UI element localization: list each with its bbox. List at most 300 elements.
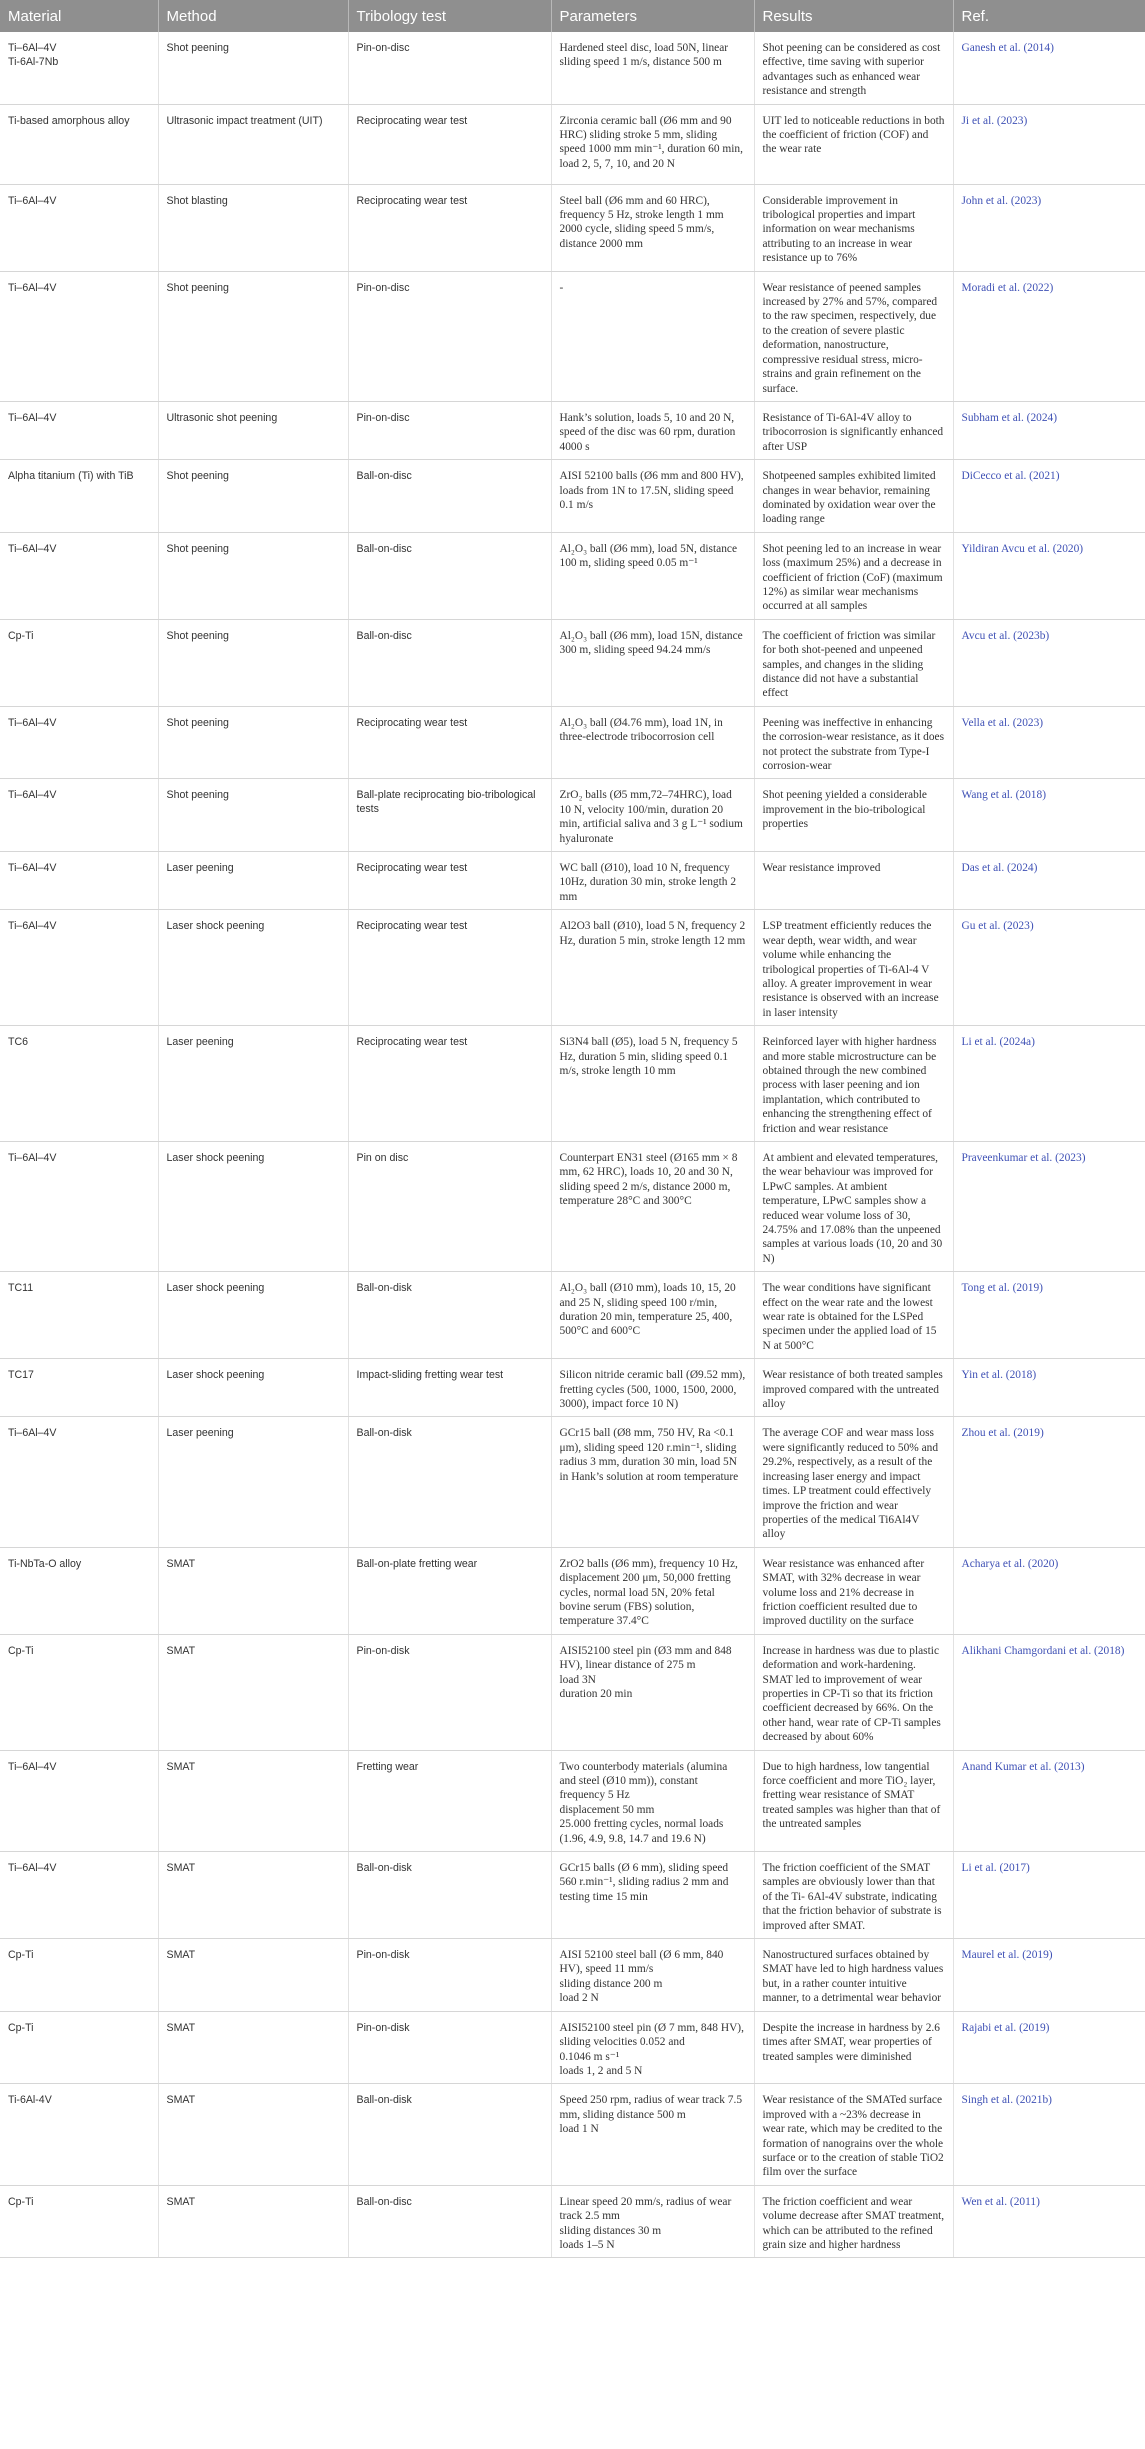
cell-ref-text[interactable]: John et al. (2023) — [961, 194, 1042, 207]
cell-ref-text[interactable]: Maurel et al. (2019) — [961, 1949, 1053, 1962]
header-row — [0, 0, 1145, 32]
cell-method — [158, 532, 348, 619]
cell-results-text: Due to high hardness, low tangential force coefficient and more TiO₂ layer, fretting wear resistance of SMAT treated samples was higher than that of the untreated samples — [762, 1760, 941, 1831]
cell-parameters-text: Speed 250 rpm, radius of wear track 7.5 mm, sliding distance 500 m load 1 N — [559, 2094, 743, 2136]
cell-method-text: Laser shock peening — [166, 1282, 265, 1295]
cell-method-text: SMAT — [166, 1644, 196, 1657]
cell-material-text: Ti-NbTa-O alloy — [8, 1557, 82, 1570]
cell-material — [0, 460, 158, 533]
cell-results — [754, 910, 953, 1026]
cell-method — [158, 1939, 348, 2012]
cell-parameters — [551, 910, 754, 1026]
cell-ref-text[interactable]: Moradi et al. (2022) — [961, 281, 1054, 294]
cell-material — [0, 779, 158, 852]
cell-method — [158, 1852, 348, 1939]
cell-method-text: Laser peening — [166, 1036, 234, 1049]
cell-material-text: Ti–6Al–4V — [8, 920, 57, 933]
cell-parameters — [551, 1939, 754, 2012]
cell-method-text: Laser shock peening — [166, 920, 265, 933]
cell-tribology-test — [348, 1750, 551, 1851]
table-row — [0, 706, 1145, 779]
cell-results-text: The coefficient of friction was similar for both shot-peened and unpeened samples, and changes in the sliding distance did not have a substantial effect — [762, 629, 936, 700]
cell-material — [0, 184, 158, 271]
cell-tribology-test-text: Reciprocating wear test — [356, 920, 468, 933]
table-row — [0, 2011, 1145, 2084]
cell-parameters — [551, 1750, 754, 1851]
cell-results — [754, 1141, 953, 1271]
cell-parameters — [551, 1852, 754, 1939]
cell-parameters — [551, 1417, 754, 1547]
cell-parameters-text: Al₂O₃ ball (Ø4.76 mm), load 1N, in three-electrode tribocorrosion cell — [559, 716, 723, 744]
cell-tribology-test — [348, 1852, 551, 1939]
cell-results — [754, 104, 953, 184]
cell-tribology-test-text: Impact-sliding fretting wear test — [356, 1369, 504, 1382]
cell-results-text: Shot peening can be considered as cost effective, time saving with superior advantages such as enhanced wear resistance and strength — [762, 42, 941, 98]
cell-results — [754, 619, 953, 706]
cell-results — [754, 401, 953, 459]
cell-ref-text[interactable]: Gu et al. (2023) — [961, 920, 1034, 933]
cell-method-text: Shot peening — [166, 42, 229, 54]
cell-parameters — [551, 184, 754, 271]
cell-parameters — [551, 1634, 754, 1750]
cell-results-text: Shotpeened samples exhibited limited changes in wear behavior, remaining dominated by oxidation wear over the loading range — [762, 470, 936, 526]
cell-method — [158, 2185, 348, 2258]
cell-method-text: Shot peening — [166, 542, 229, 555]
cell-tribology-test — [348, 619, 551, 706]
cell-material-text: Ti–6Al–4V — [8, 1151, 57, 1164]
cell-ref[interactable] — [953, 2011, 1145, 2084]
cell-parameters — [551, 271, 754, 401]
cell-parameters-text: Hardened steel disc, load 50N, linear sliding speed 1 m/s, distance 500 m — [559, 42, 729, 69]
cell-material-text: Cp-Ti — [8, 1949, 34, 1962]
cell-ref[interactable] — [953, 1272, 1145, 1359]
table-row — [0, 2185, 1145, 2258]
cell-method — [158, 1359, 348, 1417]
cell-tribology-test — [348, 1634, 551, 1750]
cell-tribology-test — [348, 779, 551, 852]
table-row — [0, 184, 1145, 271]
cell-tribology-test-text: Ball-on-disc — [356, 470, 412, 483]
cell-material — [0, 401, 158, 459]
cell-tribology-test — [348, 706, 551, 779]
cell-tribology-test — [348, 2011, 551, 2084]
cell-method-text: SMAT — [166, 2094, 196, 2107]
table-row — [0, 1141, 1145, 1271]
cell-method — [158, 779, 348, 852]
cell-material — [0, 2185, 158, 2258]
cell-material-text: Ti–6Al–4V — [8, 542, 57, 555]
cell-ref[interactable] — [953, 104, 1145, 184]
cell-ref[interactable] — [953, 1141, 1145, 1271]
cell-parameters — [551, 532, 754, 619]
cell-tribology-test-text: Ball-on-disc — [356, 629, 412, 642]
cell-results — [754, 1634, 953, 1750]
cell-method — [158, 1026, 348, 1142]
cell-parameters-text: Al₂O₃ ball (Ø10 mm), loads 10, 15, 20 and 25 N, sliding speed 100 r/min, duration 20 min, temperature 25, 400, 500°C and 600°C — [559, 1282, 736, 1338]
cell-tribology-test-text: Pin-on-disc — [356, 281, 410, 294]
cell-tribology-test — [348, 460, 551, 533]
cell-tribology-test-text: Reciprocating wear test — [356, 1036, 468, 1049]
cell-material-text: Ti-based amorphous alloy — [8, 114, 130, 127]
cell-ref-text[interactable]: Praveenkumar et al. (2023) — [961, 1151, 1086, 1164]
cell-ref[interactable] — [953, 271, 1145, 401]
cell-results-text: Shot peening yielded a considerable improvement in the bio-tribological properties — [762, 789, 927, 831]
cell-material-text: Ti-6Al-4V — [8, 2094, 52, 2107]
cell-ref-text[interactable]: Yildiran Avcu et al. (2020) — [961, 542, 1084, 555]
cell-method — [158, 401, 348, 459]
cell-results — [754, 1750, 953, 1851]
cell-method-text: SMAT — [166, 1949, 196, 1962]
cell-method-text: Shot peening — [166, 716, 229, 729]
cell-parameters — [551, 1359, 754, 1417]
cell-tribology-test-text: Reciprocating wear test — [356, 194, 468, 207]
cell-ref[interactable] — [953, 1939, 1145, 2012]
cell-tribology-test — [348, 104, 551, 184]
cell-results — [754, 1547, 953, 1634]
cell-tribology-test — [348, 32, 551, 104]
cell-method — [158, 1417, 348, 1547]
cell-method-text: SMAT — [166, 2021, 196, 2034]
cell-ref[interactable] — [953, 1026, 1145, 1142]
cell-parameters-text: Two counterbody materials (alumina and steel (Ø10 mm)), constant frequency 5 Hz displacement 50 mm 25.000 fretting cycles, normal loads (1.96, 4.9, 9.8, 14.7 and 19.6 N) — [559, 1760, 728, 1845]
cell-method — [158, 910, 348, 1026]
cell-material — [0, 1272, 158, 1359]
cell-tribology-test-text: Fretting wear — [356, 1760, 419, 1773]
cell-parameters — [551, 1026, 754, 1142]
cell-results-text: Wear resistance of peened samples increased by 27% and 57%, compared to the raw specimen, respectively, due to the creation of severe plastic deformation, nanostructure, compressive residual stress, micro-strains and grain refinement on the surface. — [762, 281, 938, 395]
cell-material-text: TC17 — [8, 1369, 34, 1382]
cell-ref[interactable] — [953, 2185, 1145, 2258]
cell-parameters-text: WC ball (Ø10), load 10 N, frequency 10Hz, duration 30 min, stroke length 2 mm — [559, 862, 737, 903]
cell-tribology-test — [348, 532, 551, 619]
cell-results — [754, 1417, 953, 1547]
cell-results-text: Reinforced layer with higher hardness and more stable microstructure can be obtained through the new combined process with laser peening and ion implantation, which contributed to enhancing the strengthening effect of friction and wear resistance — [762, 1036, 937, 1135]
cell-results — [754, 32, 953, 104]
cell-tribology-test — [348, 1272, 551, 1359]
table-row — [0, 401, 1145, 459]
cell-ref[interactable] — [953, 532, 1145, 619]
cell-tribology-test — [348, 910, 551, 1026]
cell-tribology-test-text: Ball-on-plate fretting wear — [356, 1557, 478, 1570]
cell-method-text: Shot peening — [166, 281, 229, 294]
cell-material-text: Ti–6Al–4V — [8, 862, 57, 875]
cell-method-text: SMAT — [166, 1862, 196, 1875]
cell-results — [754, 1026, 953, 1142]
cell-results — [754, 1939, 953, 2012]
cell-parameters-text: AISI52100 steel pin (Ø3 mm and 848 HV), linear distance of 275 m load 3N duration 20 min — [559, 1644, 732, 1700]
cell-parameters-text: GCr15 balls (Ø 6 mm), sliding speed 560 r.min⁻¹, sliding radius 2 mm and testing time 15 min — [559, 1862, 729, 1903]
cell-parameters — [551, 2185, 754, 2258]
cell-ref-text[interactable]: Wen et al. (2011) — [961, 2195, 1040, 2208]
cell-method — [158, 460, 348, 533]
cell-tribology-test-text: Reciprocating wear test — [356, 114, 468, 127]
header-results: Results — [754, 0, 953, 32]
table-row — [0, 1852, 1145, 1939]
cell-ref[interactable] — [953, 1634, 1145, 1750]
cell-ref-text[interactable]: Singh et al. (2021b) — [961, 2094, 1052, 2107]
cell-method — [158, 1750, 348, 1851]
cell-material-text: Ti–6Al–4V — [8, 1427, 57, 1440]
cell-results — [754, 779, 953, 852]
cell-parameters-text: Al₂O₃ ball (Ø6 mm), load 5N, distance 100 m, sliding speed 0.05 m⁻¹ — [559, 542, 738, 570]
cell-ref[interactable] — [953, 1359, 1145, 1417]
cell-results-text: Despite the increase in hardness by 2.6 times after SMAT, wear properties of treated samples were diminished — [762, 2021, 940, 2063]
cell-parameters-text: AISI52100 steel pin (Ø 7 mm, 848 HV), sliding velocities 0.052 and 0.1046 m s⁻¹ loads 1, 2 and 5 N — [559, 2021, 744, 2077]
cell-parameters-text: AISI 52100 balls (Ø6 mm and 800 HV), loads from 1N to 17.5N, sliding speed 0.1 m/s — [559, 470, 744, 511]
cell-ref-text[interactable]: Ji et al. (2023) — [961, 114, 1028, 127]
table-body — [0, 32, 1145, 2258]
cell-material-text: Ti–6Al–4V — [8, 1760, 57, 1773]
cell-material — [0, 852, 158, 910]
table-row — [0, 1026, 1145, 1142]
cell-results-text: The wear conditions have significant effect on the wear rate and the lowest wear rate is obtained for the LSPed specimen under the applied load of 15 N at 500°C — [762, 1282, 937, 1352]
cell-parameters-text: Zirconia ceramic ball (Ø6 mm and 90 HRC) sliding stroke 5 mm, sliding speed 1000 mm min⁻¹, duration 60 min, load 2, 5, 7, 10, and 20 N — [559, 114, 743, 170]
cell-ref-text[interactable]: Subham et al. (2024) — [961, 411, 1058, 424]
table-row — [0, 910, 1145, 1026]
table-row — [0, 1272, 1145, 1359]
cell-parameters — [551, 1272, 754, 1359]
cell-results — [754, 1272, 953, 1359]
table-row — [0, 1634, 1145, 1750]
cell-method — [158, 271, 348, 401]
cell-parameters — [551, 460, 754, 533]
cell-ref[interactable] — [953, 779, 1145, 852]
cell-parameters — [551, 32, 754, 104]
cell-material — [0, 1026, 158, 1142]
cell-material — [0, 532, 158, 619]
cell-material-text: Ti–6Al–4V — [8, 716, 57, 729]
cell-results-text: At ambient and elevated temperatures, the wear behaviour was improved for LPwC samples. At ambient temperature, LPwC samples show a reduced wear volume loss of 30, 24.75% and 17.08% than the unpeened samples at various loads (10, 20 and 30 N) — [762, 1151, 943, 1265]
cell-results — [754, 460, 953, 533]
cell-method-text: Laser peening — [166, 1427, 234, 1440]
cell-ref[interactable] — [953, 619, 1145, 706]
cell-material — [0, 910, 158, 1026]
cell-parameters — [551, 779, 754, 852]
cell-ref-text[interactable]: Li et al. (2024a) — [961, 1036, 1035, 1049]
cell-material-text: TC6 — [8, 1036, 29, 1049]
cell-tribology-test — [348, 1939, 551, 2012]
cell-tribology-test — [348, 271, 551, 401]
cell-results — [754, 2185, 953, 2258]
cell-results-text: The friction coefficient of the SMAT samples are obviously lower than that of the Ti- 6Al-4V substrate, indicating that the friction behavior of substrate is improved after SMAT. — [762, 1862, 942, 1932]
cell-method — [158, 619, 348, 706]
cell-ref[interactable] — [953, 1750, 1145, 1851]
cell-parameters-text: Silicon nitride ceramic ball (Ø9.52 mm), fretting cycles (500, 1000, 1500, 2000, 3000), impact force 10 N) — [559, 1369, 746, 1411]
cell-results-text: The average COF and wear mass loss were significantly reduced to 50% and 29.2%, respectively, as a result of the increasing laser energy and impact times. LP treatment could effectively improve the friction and wear properties of the medical Ti6Al4V alloy — [762, 1427, 939, 1541]
cell-ref-text[interactable]: Alikhani Chamgordani et al. (2018) — [961, 1644, 1125, 1657]
cell-material-text: Ti–6Al–4V — [8, 281, 57, 294]
cell-parameters-text: Al2O3 ball (Ø10), load 5 N, frequency 2 Hz, duration 5 min, stroke length 12 mm — [559, 920, 746, 947]
cell-method — [158, 706, 348, 779]
table-row — [0, 2084, 1145, 2185]
cell-results — [754, 852, 953, 910]
cell-method — [158, 104, 348, 184]
cell-tribology-test-text: Ball-on-disk — [356, 1427, 412, 1440]
cell-ref[interactable] — [953, 460, 1145, 533]
cell-ref-text[interactable]: Rajabi et al. (2019) — [961, 2021, 1050, 2034]
cell-material-text: Ti–6Al–4V — [8, 411, 57, 424]
table-row — [0, 1359, 1145, 1417]
cell-ref-text[interactable]: Yin et al. (2018) — [961, 1369, 1037, 1382]
table-row — [0, 619, 1145, 706]
cell-parameters — [551, 1547, 754, 1634]
cell-ref-text[interactable]: DiCecco et al. (2021) — [961, 470, 1060, 483]
cell-results-text: Wear resistance improved — [762, 862, 881, 875]
cell-ref-text[interactable]: Acharya et al. (2020) — [961, 1557, 1059, 1570]
cell-material-text: Ti–6Al–4V — [8, 194, 57, 207]
cell-parameters — [551, 706, 754, 779]
cell-ref[interactable] — [953, 401, 1145, 459]
cell-tribology-test-text: Pin-on-disc — [356, 42, 410, 54]
cell-results-text: UIT led to noticeable reductions in both the coefficient of friction (COF) and the wear rate — [762, 114, 945, 156]
cell-tribology-test-text: Pin-on-disc — [356, 411, 410, 424]
cell-parameters-text: ZrO2 balls (Ø6 mm), frequency 10 Hz, displacement 200 μm, 50,000 fretting cycles, normal load 5N, 20% fetal bovine serum (FBS) solution, temperature 37.4°C — [559, 1557, 738, 1628]
cell-method-text: SMAT — [166, 2195, 196, 2208]
cell-ref[interactable] — [953, 184, 1145, 271]
cell-method — [158, 1634, 348, 1750]
cell-material — [0, 1634, 158, 1750]
cell-parameters — [551, 2084, 754, 2185]
cell-results — [754, 184, 953, 271]
cell-ref-text[interactable]: Vella et al. (2023) — [961, 716, 1044, 729]
cell-ref[interactable] — [953, 1852, 1145, 1939]
cell-tribology-test-text: Pin-on-disk — [356, 1644, 410, 1657]
cell-tribology-test — [348, 1141, 551, 1271]
cell-parameters-text: GCr15 ball (Ø8 mm, 750 HV, Ra <0.1 μm), sliding speed 120 r.min⁻¹, sliding radius 3 mm, duration 30 min, load 5N in Hank’s solution at room temperature — [559, 1427, 739, 1483]
cell-results — [754, 532, 953, 619]
cell-method-text: Laser shock peening — [166, 1369, 265, 1382]
table-row — [0, 104, 1145, 184]
table-row — [0, 271, 1145, 401]
table-row — [0, 852, 1145, 910]
cell-results-text: Considerable improvement in tribological properties and impart information on wear mechanisms attributing to an increase in wear resistance up to 76% — [762, 194, 916, 265]
table-row — [0, 1939, 1145, 2012]
cell-material — [0, 2084, 158, 2185]
cell-material — [0, 271, 158, 401]
cell-parameters-text: Counterpart EN31 steel (Ø165 mm × 8 mm, 62 HRC), loads 10, 20 and 30 N, sliding speed 2 m/s, distance 2000 m, temperature 28°C and 300°C — [559, 1151, 738, 1208]
cell-tribology-test-text: Ball-on-disc — [356, 2195, 412, 2208]
cell-material-text: Cp-Ti — [8, 1644, 34, 1657]
table-row — [0, 1547, 1145, 1634]
cell-ref[interactable] — [953, 1547, 1145, 1634]
cell-results-text: Increase in hardness was due to plastic deformation and work-hardening. SMAT led to improvement of wear properties in CP-Ti so that its friction coefficient decreased by 66%. On the other hand, wear rate of CP-Ti samples decreased by about 60% — [762, 1644, 941, 1744]
cell-ref[interactable] — [953, 1417, 1145, 1547]
cell-ref-text[interactable]: Anand Kumar et al. (2013) — [961, 1760, 1085, 1773]
cell-tribology-test — [348, 1359, 551, 1417]
table-row — [0, 460, 1145, 533]
cell-tribology-test-text: Pin-on-disk — [356, 1949, 410, 1962]
cell-material — [0, 1852, 158, 1939]
cell-material — [0, 104, 158, 184]
cell-results-text: Wear resistance of both treated samples improved compared with the untreated alloy — [762, 1369, 943, 1411]
cell-parameters — [551, 2011, 754, 2084]
cell-material — [0, 619, 158, 706]
cell-material — [0, 1750, 158, 1851]
header-ref: Ref. — [953, 0, 1145, 32]
cell-parameters-text: ZrO₂ balls (Ø5 mm,72–74HRC), load 10 N, velocity 100/min, duration 20 min, artificial saliva and 3 g L⁻¹ sodium hyaluronate — [559, 789, 743, 845]
cell-material-text: Ti–6Al–4V — [8, 789, 57, 802]
cell-results-text: Wear resistance of the SMATed surface improved with a ~23% decrease in wear rate, which may be credited to the formation of nanograins over the whole surface or to the creation of stable TiO2 film over the surface — [762, 2094, 944, 2179]
cell-method-text: SMAT — [166, 1557, 196, 1570]
cell-tribology-test — [348, 401, 551, 459]
cell-parameters-text: Hank’s solution, loads 5, 10 and 20 N, speed of the disc was 60 rpm, duration 4000 s — [559, 411, 736, 453]
cell-ref-text[interactable]: Tong et al. (2019) — [961, 1282, 1043, 1295]
cell-ref-text[interactable]: Avcu et al. (2023b) — [961, 629, 1050, 642]
cell-tribology-test — [348, 1026, 551, 1142]
cell-ref-text[interactable]: Ganesh et al. (2014) — [961, 42, 1054, 54]
cell-results — [754, 271, 953, 401]
cell-material-text: Alpha titanium (Ti) with TiB — [8, 470, 134, 483]
cell-material-text: Ti–6Al–4V — [8, 1862, 57, 1875]
cell-tribology-test — [348, 1417, 551, 1547]
cell-results-text: Resistance of Ti-6Al-4V alloy to tribocorrosion is significantly enhanced after USP — [762, 411, 944, 453]
cell-parameters-text: Steel ball (Ø6 mm and 60 HRC), frequency 5 Hz, stroke length 1 mm 2000 cycle, sliding speed 5 mm/s, distance 2000 mm — [559, 194, 724, 250]
cell-results-text: Shot peening led to an increase in wear loss (maximum 25%) and a decrease in coefficient of friction (CoF) (maximum 12%) as similar wear mechanisms occurred at all samples — [762, 542, 943, 613]
table-row — [0, 1417, 1145, 1547]
table-row — [0, 779, 1145, 852]
header-tribology-test: Tribology test — [348, 0, 551, 32]
cell-ref[interactable] — [953, 910, 1145, 1026]
cell-tribology-test — [348, 1547, 551, 1634]
cell-ref-text[interactable]: Li et al. (2017) — [961, 1862, 1030, 1875]
cell-tribology-test-text: Pin on disc — [356, 1151, 409, 1164]
cell-method-text: Shot blasting — [166, 194, 228, 207]
cell-method-text: Laser shock peening — [166, 1151, 265, 1164]
cell-ref-text[interactable]: Wang et al. (2018) — [961, 789, 1046, 802]
cell-method-text: SMAT — [166, 1760, 196, 1773]
cell-tribology-test-text: Reciprocating wear test — [356, 716, 468, 729]
cell-ref-text[interactable]: Das et al. (2024) — [961, 862, 1038, 875]
cell-results-text: Nanostructured surfaces obtained by SMAT have led to high hardness values but, in a rather counter intuitive manner, to a detrimental wear behavior — [762, 1949, 944, 2005]
cell-tribology-test — [348, 184, 551, 271]
cell-ref[interactable] — [953, 852, 1145, 910]
cell-results-text: LSP treatment efficiently reduces the wear depth, wear width, and wear volume while enhancing the tribological properties of Ti-6Al-4 V alloy. A greater improvement in wear resistance is observed with an increase in laser intensity — [762, 920, 939, 1019]
cell-material-text: TC11 — [8, 1282, 34, 1295]
cell-method-text: Shot peening — [166, 470, 229, 483]
cell-tribology-test-text: Pin-on-disk — [356, 2021, 410, 2034]
cell-tribology-test-text: Ball-plate reciprocating bio-tribological tests — [356, 789, 536, 816]
cell-method — [158, 1272, 348, 1359]
cell-material — [0, 32, 158, 104]
header-material: Material — [0, 0, 158, 32]
cell-parameters — [551, 104, 754, 184]
cell-material-text: Cp-Ti — [8, 2195, 34, 2208]
cell-material — [0, 1547, 158, 1634]
cell-method — [158, 184, 348, 271]
cell-ref[interactable] — [953, 32, 1145, 104]
cell-method-text: Ultrasonic shot peening — [166, 411, 278, 424]
cell-results — [754, 1852, 953, 1939]
cell-material — [0, 1141, 158, 1271]
cell-ref[interactable] — [953, 2084, 1145, 2185]
cell-method-text: Shot peening — [166, 629, 229, 642]
cell-ref[interactable] — [953, 706, 1145, 779]
cell-tribology-test-text: Ball-on-disk — [356, 1282, 412, 1295]
cell-ref-text[interactable]: Zhou et al. (2019) — [961, 1427, 1044, 1440]
cell-results — [754, 706, 953, 779]
cell-material-text: Cp-Ti — [8, 2021, 34, 2034]
cell-material-text: Ti–6Al–4V Ti-6Al-7Nb — [8, 42, 59, 68]
cell-results-text: The friction coefficient and wear volume decrease after SMAT treatment, which can be attributed to the refined grain size and higher hardness — [762, 2195, 945, 2251]
cell-parameters-text: Linear speed 20 mm/s, radius of wear track 2.5 mm sliding distances 30 m loads 1–5 N — [559, 2195, 732, 2251]
cell-tribology-test-text: Ball-on-disk — [356, 2094, 412, 2107]
cell-parameters-text: AISI 52100 steel ball (Ø 6 mm, 840 HV), speed 11 mm/s sliding distance 200 m load 2 N — [559, 1949, 724, 2005]
cell-parameters-text: Al₂O₃ ball (Ø6 mm), load 15N, distance 300 m, sliding speed 94.24 mm/s — [559, 629, 743, 657]
table-row — [0, 32, 1145, 104]
cell-results — [754, 2011, 953, 2084]
header-method: Method — [158, 0, 348, 32]
table-row — [0, 532, 1145, 619]
